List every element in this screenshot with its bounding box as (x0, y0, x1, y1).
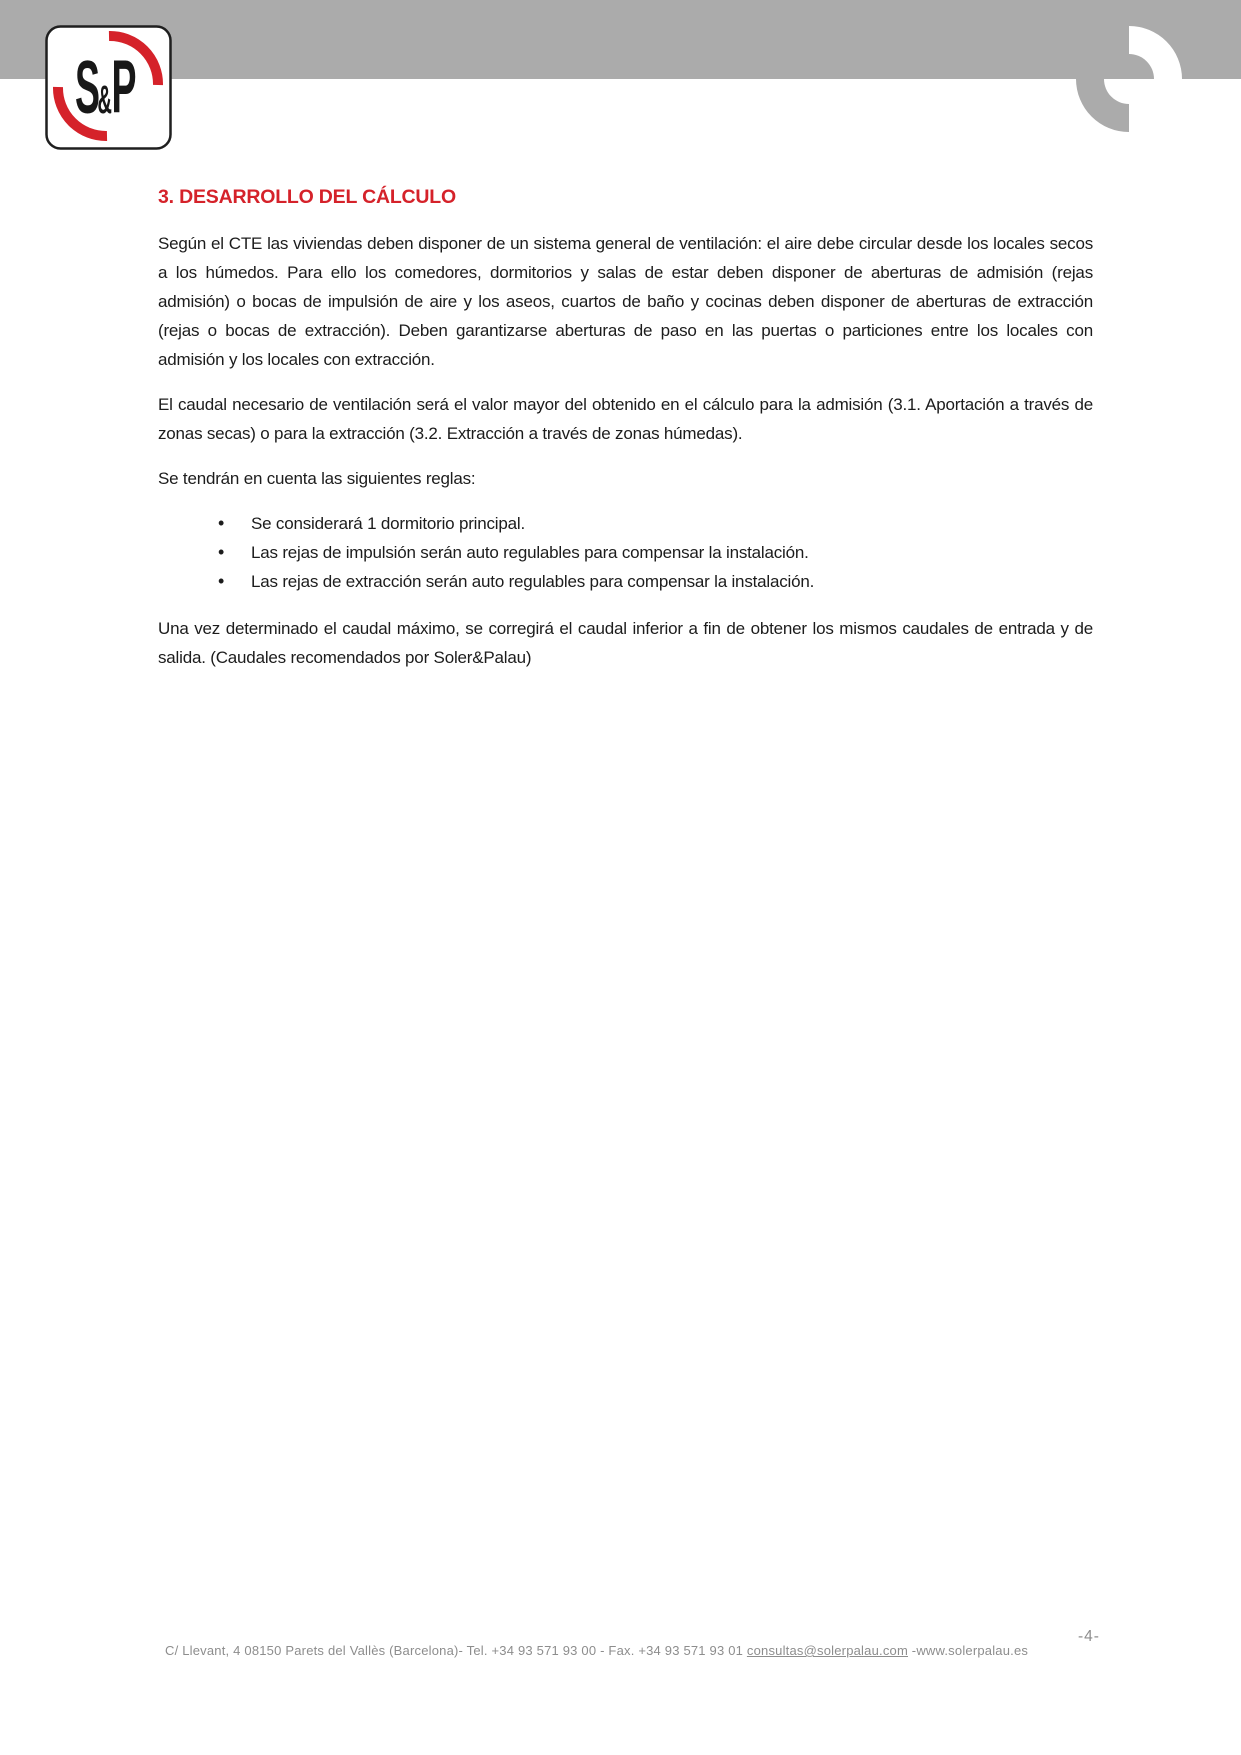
paragraph-required-flow: El caudal necesario de ventilación será el valor mayor del obtenido en el cálculo para la admisión (3.1. Aportación a través de zonas secas) o para la extracción (3.2. Extracción a través de zonas húmedas). (158, 395, 1093, 443)
section-heading: 3. DESARROLLO DEL CÁLCULO (158, 186, 456, 208)
sp-logo (45, 25, 172, 150)
swoosh-white-arc (1129, 26, 1182, 79)
paragraph-rules-intro: Se tendrán en cuenta las siguientes reglas: (158, 469, 476, 488)
footer-email-link[interactable]: consultas@solerpalau.com (746, 1643, 908, 1658)
paragraph-closing: Una vez determinado el caudal máximo, se corregirá el caudal inferior a fin de obtener los mismos caudales de entrada y de salida. (Caudales recomendados por Soler&Palau) (158, 619, 1093, 667)
rule-item-bedroom: • Se considerará 1 dormitorio principal. (218, 509, 1093, 538)
footer-website: -www.solerpalau.es (907, 1643, 1029, 1658)
header-swoosh-decoration (1021, 0, 1241, 140)
page-footer (165, 1643, 1065, 1658)
document-body (158, 186, 1093, 688)
footer-address: C/ Llevant, 4 08150 Parets del Vallès (Barcelona)- Tel. +34 93 571 93 00 - Fax. +34 93 571 93 01 (165, 1643, 747, 1658)
page-number: -4- (1078, 1628, 1100, 1645)
swoosh-gray-arc (1076, 79, 1129, 132)
rule-item-extraction-grilles: • Las rejas de extracción serán auto regulables para compensar la instalación. (218, 567, 1093, 596)
paragraph-ventilation-system: Según el CTE las viviendas deben disponer de un sistema general de ventilación: el aire debe circular desde los locales secos a los húmedos. Para ello los comedores, dormitorios y salas de estar deben disponer de aberturas de admisión (rejas admisión) o bocas de impulsión de aire y los aseos, cuartos de baño y cocinas deben disponer de aberturas de extracción (rejas o bocas de extracción). Deben garantizarse aberturas de paso en las puertas o particiones entre los locales con admisión y los locales con extracción. (158, 234, 1093, 369)
logo-letter-s: S (75, 44, 101, 130)
logo-letter-p: P (111, 43, 137, 129)
rules-list (218, 509, 1093, 596)
logo-letter-amp: & (97, 76, 112, 122)
rule-item-supply-grilles: • Las rejas de impulsión serán auto regulables para compensar la instalación. (218, 538, 1093, 567)
